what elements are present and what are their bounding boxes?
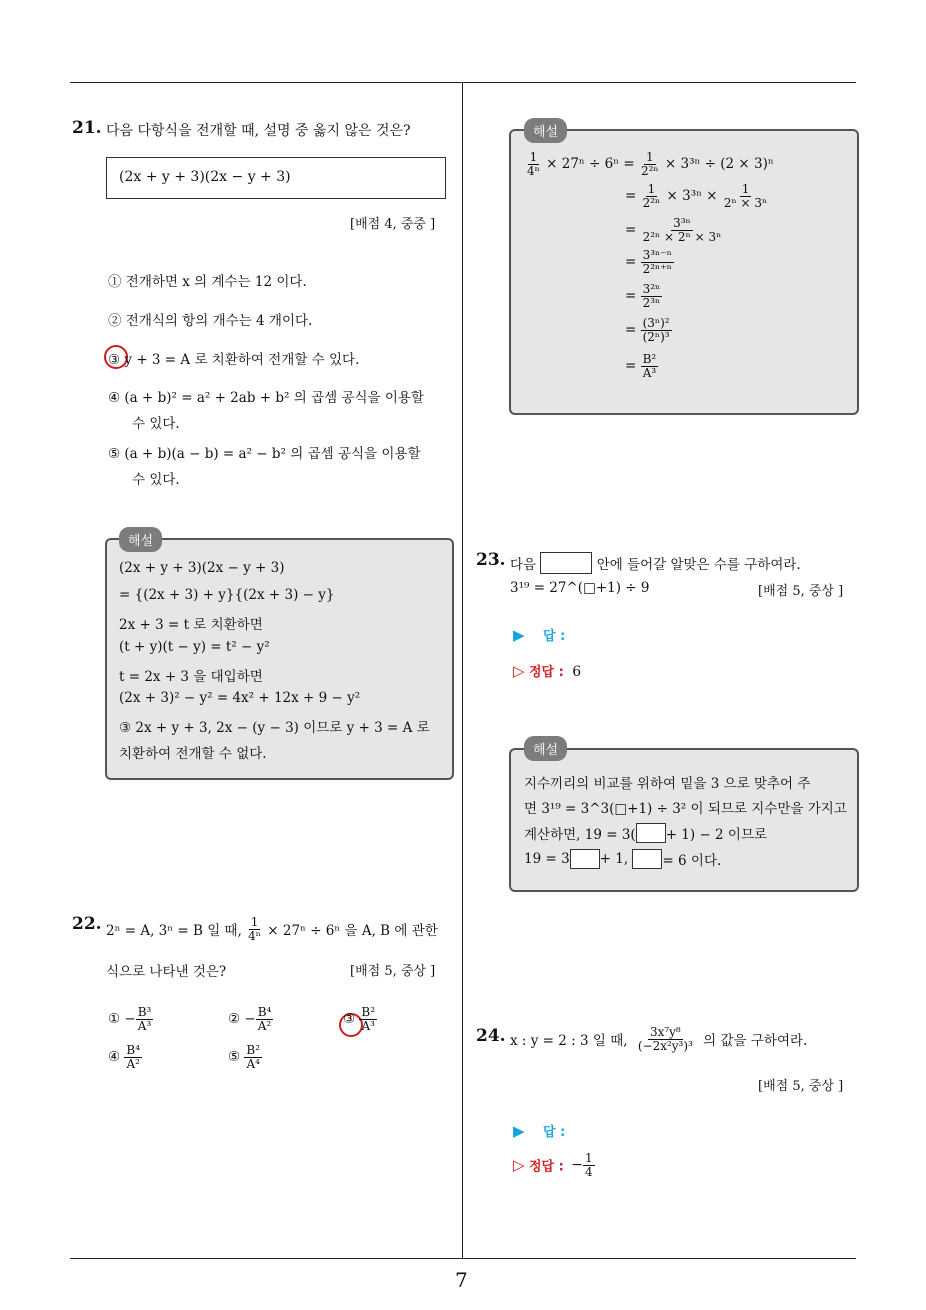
sol-blank-box [632,849,662,869]
column-divider [462,82,463,1258]
top-rule [70,82,856,83]
q21-sol-line-8: 치환하여 전개할 수 없다. [119,746,267,762]
outline-play-icon: ▷ [513,1156,525,1175]
q21-sol-line-7: ③ 2x + y + 3, 2x − (y − 3) 이므로 y + 3 = A 로 [119,720,430,736]
q21-option-4[interactable]: ④ (a + b)² = a² + 2ab + b² 의 곱셈 공식을 이용할 [108,390,424,406]
q23-blank-box[interactable] [540,552,592,574]
q22-sol-line-7: = $\frac{\text{B²}}{\text{A³}}$ [625,352,657,380]
q21-option-3[interactable]: ③ y + 3 = A 로 치환하여 전개할 수 있다. [108,352,360,368]
q21-text: 다음 다항식을 전개할 때, 설명 중 옳지 않은 것은? [106,123,411,139]
q23-solution-tag: 해설 [524,736,567,761]
q24-correct-row: ▷ 정답 : − $\frac{1}{4}$ [513,1151,593,1179]
q24-correct-fraction: $\frac{1}{4}$ [585,1151,593,1179]
q22-text-line-2: 식으로 나타낸 것은? [106,964,227,980]
q23-sol-line-1: 지수끼리의 비교를 위하여 밑을 3 으로 맞추어 주 [524,776,811,792]
q24-fraction: $\frac{\text{3x⁷y⁸}}{\text{(−2x²y³)³}}$ [637,1025,693,1053]
q22-solution-box [509,129,859,415]
q22-text-line-1: 2ⁿ = A, 3ⁿ = B 일 때, $\frac{1}{\text{4ⁿ}}$ × 27ⁿ ÷ 6ⁿ 을 A, B 에 관한 [106,915,438,943]
q23-expression: 3¹⁹ = 27^(□+1) ÷ 9 [510,580,650,596]
q21-sol-line-3: 2x + 3 = t 로 치환하면 [119,617,263,633]
q22-sol-line-4: = $\frac{\text{3³ⁿ⁻ⁿ}}{\text{2²ⁿ⁺ⁿ}}$ [625,248,672,276]
q22-option-4[interactable]: ④ $\frac{\text{B⁴}}{\text{A²}}$ [108,1043,141,1071]
q22-fraction: $\frac{1}{\text{4ⁿ}}$ [248,915,261,943]
q24-answer-row[interactable]: ▶ 답 : [513,1122,566,1140]
q21-sol-line-6: (2x + 3)² − y² = 4x² + 12x + 9 − y² [119,690,361,706]
page-number: 7 [455,1268,468,1292]
play-icon: ▶ [513,1122,525,1140]
q21-option-1[interactable]: ① 전개하면 x 의 계수는 12 이다. [108,274,307,290]
q23-answer-row[interactable]: ▶ 답 : [513,626,566,644]
sol-blank-box [570,849,600,869]
q21-sol-line-4: (t + y)(t − y) = t² − y² [119,639,270,655]
q21-option-4-cont: 수 있다. [132,416,180,432]
q22-option-1[interactable]: ① − $\frac{\text{B³}}{\text{A³}}$ [108,1005,152,1033]
outline-play-icon: ▷ [513,662,525,680]
q23-sol-line-2: 면 3¹⁹ = 3^3(□+1) ÷ 3² 이 되므로 지수만을 가지고 [524,801,847,817]
q24-text: x : y = 2 : 3 일 때, $\frac{\text{3x⁷y⁸}}{\text{(−2x²y³)³}}$ 의 값을 구하여라. [510,1025,808,1053]
q21-expression-box [106,157,446,199]
q23-sol-line-4: 19 = 3 + 1, = 6 이다. [524,851,722,869]
play-icon: ▶ [513,626,525,644]
q21-sol-line-2: = {(2x + 3) + y}{(2x + 3) − y} [119,587,335,603]
q22-sol-line-2: = $\frac{1}{\text{2²ⁿ}}$ × 3³ⁿ × $\frac{1}{\text{2ⁿ × 3ⁿ}}$ [625,182,768,210]
q22-option-3[interactable]: ③ $\frac{\text{B²}}{\text{A³}}$ [343,1005,376,1033]
q21-solution-tag: 해설 [119,527,162,552]
q22-option-2[interactable]: ② − $\frac{\text{B⁴}}{\text{A²}}$ [228,1005,272,1033]
q23-solution-box [509,748,859,892]
q21-option-5-cont: 수 있다. [132,472,180,488]
q21-sol-line-1: (2x + y + 3)(2x − y + 3) [119,560,285,576]
q21-expression: (2x + y + 3)(2x − y + 3) [119,169,291,185]
q22-meta: [배점 5, 중상 ] [350,964,436,979]
q23-sol-line-3: 계산하면, 19 = 3( + 1) − 2 이므로 [524,823,767,843]
q22-solution-tag: 해설 [524,118,567,143]
q23-number: 23. [476,550,506,570]
q24-meta: [배점 5, 중상 ] [758,1079,844,1094]
q22-sol-line-5: = $\frac{\text{3²ⁿ}}{\text{2³ⁿ}}$ [625,282,661,310]
q21-option-2[interactable]: ② 전개식의 항의 개수는 4 개이다. [108,313,313,329]
q21-solution-box [105,538,454,780]
q21-number: 21. [72,118,102,138]
q21-sol-line-5: t = 2x + 3 을 대입하면 [119,669,263,685]
q23-meta: [배점 5, 중상 ] [758,584,844,599]
q22-sol-line-3: = $\frac{\text{3³ⁿ}}{\text{2²ⁿ × 2ⁿ × 3ⁿ}}$ [625,216,722,244]
q22-option-5[interactable]: ⑤ $\frac{\text{B²}}{\text{A⁴}}$ [228,1043,261,1071]
q21-meta: [배점 4, 중중 ] [350,217,436,232]
bottom-rule [70,1258,856,1259]
q24-number: 24. [476,1026,506,1046]
q21-option-5[interactable]: ⑤ (a + b)(a − b) = a² − b² 의 곱셈 공식을 이용할 [108,446,421,462]
q22-sol-line-6: = $\frac{\text{(3ⁿ)²}}{\text{(2ⁿ)³}}$ [625,316,670,344]
q23-correct-row: ▷ 정답 : 6 [513,662,582,680]
sol-blank-box [636,823,666,843]
q22-number: 22. [72,914,102,934]
q22-sol-line-1: $\frac{1}{\text{4ⁿ}}$ × 27ⁿ ÷ 6ⁿ = $\frac{1}{\text{2²ⁿ}}$ × 3³ⁿ ÷ (2 × 3)ⁿ [527,150,774,178]
q23-text: 다음 안에 들어갈 알맞은 수를 구하여라. [510,552,801,574]
